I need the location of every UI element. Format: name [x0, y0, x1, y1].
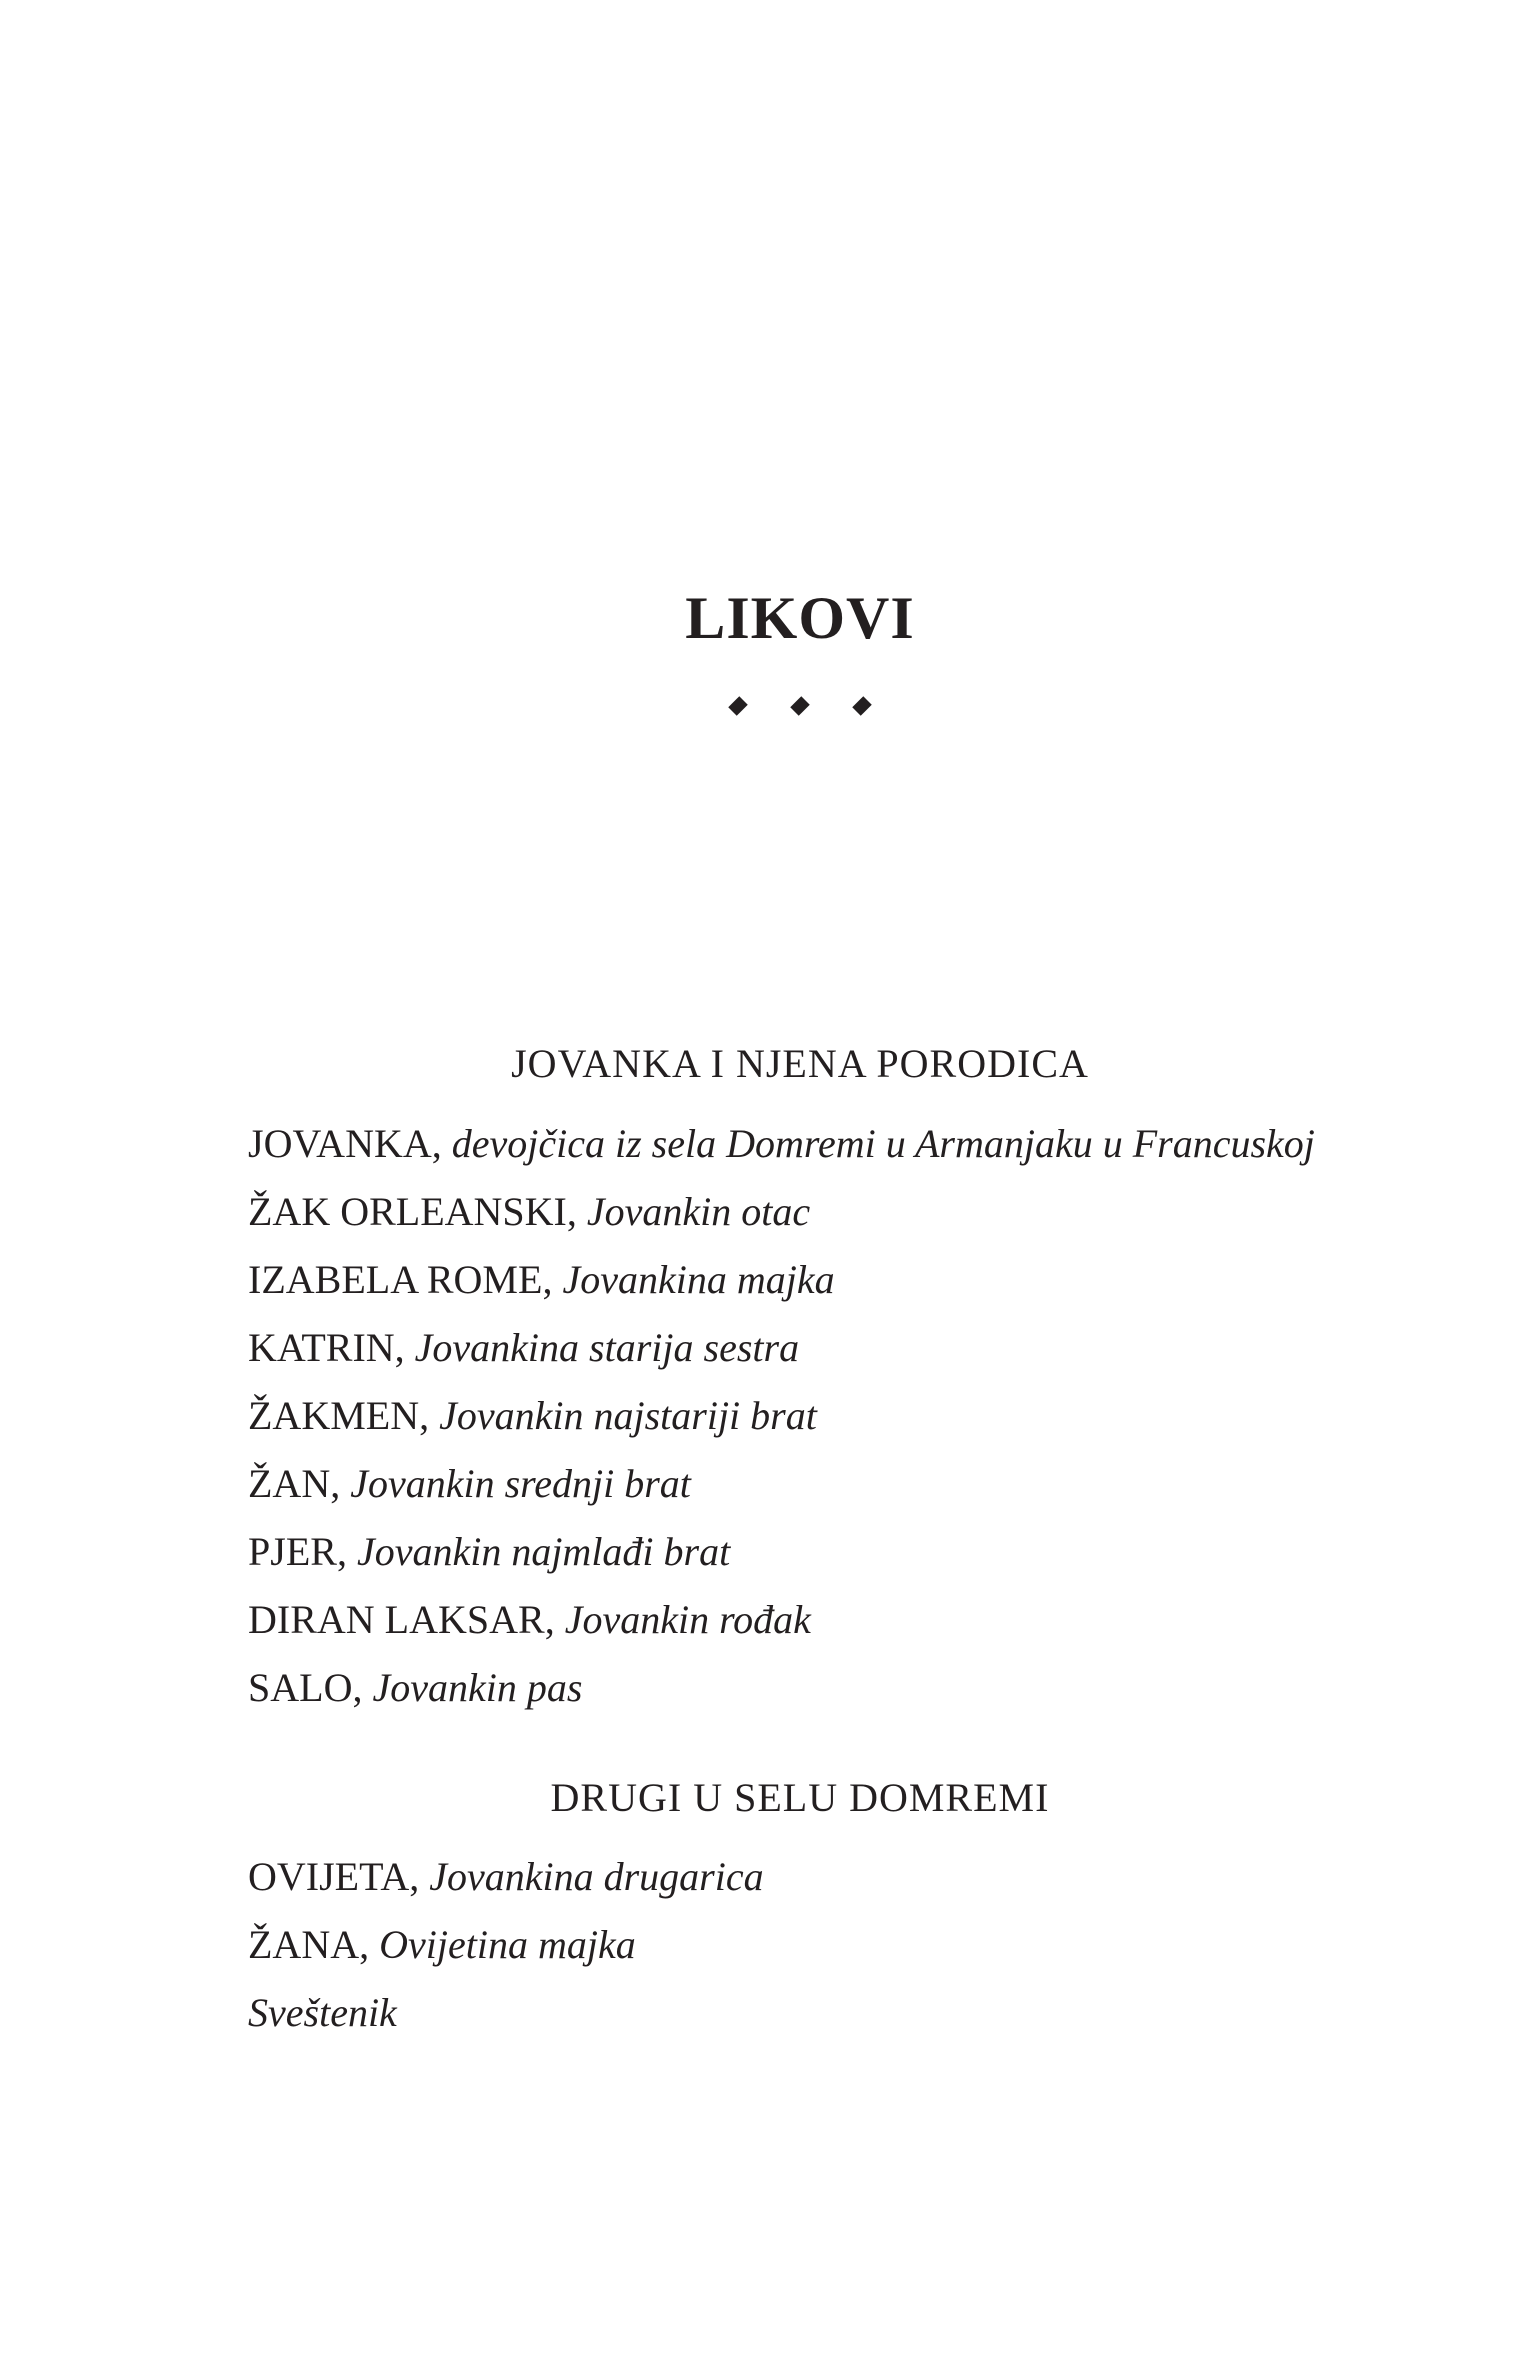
list-item: [248, 1843, 764, 1911]
list-item: [248, 1246, 1315, 1314]
list-item: [248, 1314, 1315, 1382]
character-name: ŽANA: [248, 1922, 360, 1967]
separator: ,: [542, 1257, 563, 1302]
character-name: KATRIN: [248, 1325, 395, 1370]
list-item: [248, 1518, 1315, 1586]
section-heading-family: JOVANKA I NJENA PORODICA: [511, 1041, 1089, 1086]
character-name: ŽAN: [248, 1461, 331, 1506]
character-name: OVIJETA: [248, 1854, 410, 1899]
separator: ,: [431, 1121, 452, 1166]
character-name: JOVANKA: [248, 1121, 432, 1166]
list-item: [248, 1178, 1315, 1246]
diamond-icon: [852, 696, 872, 716]
character-description: Sveštenik: [248, 1990, 397, 2035]
character-description: Jovankin srednji brat: [350, 1461, 691, 1506]
page-title: LIKOVI: [685, 585, 915, 651]
character-description: Jovankina starija sestra: [414, 1325, 800, 1370]
separator: ,: [394, 1325, 415, 1370]
character-name: IZABELA ROME: [248, 1257, 543, 1302]
character-name: ŽAK ORLEANSKI: [248, 1189, 567, 1234]
separator: ,: [409, 1854, 430, 1899]
character-description: Ovijetina majka: [379, 1922, 636, 1967]
list-item: [248, 1911, 764, 1979]
list-item: [248, 1654, 1315, 1722]
cast-list-village: [248, 1843, 764, 2047]
separator: ,: [419, 1393, 440, 1438]
character-name: DIRAN LAKSAR: [248, 1597, 545, 1642]
character-name: ŽAKMEN: [248, 1393, 420, 1438]
character-name: PJER: [248, 1529, 337, 1574]
diamond-icon: [790, 696, 810, 716]
character-description: Jovankin pas: [372, 1665, 583, 1710]
separator: ,: [330, 1461, 351, 1506]
diamond-icon: [728, 696, 748, 716]
character-description: Jovankina drugarica: [429, 1854, 764, 1899]
separator: ,: [544, 1597, 565, 1642]
character-name: SALO: [248, 1665, 353, 1710]
list-item: [248, 1586, 1315, 1654]
separator: ,: [359, 1922, 380, 1967]
list-item: [248, 1382, 1315, 1450]
character-description: Jovankina majka: [562, 1257, 835, 1302]
separator: ,: [352, 1665, 373, 1710]
list-item: [248, 1979, 764, 2047]
separator: ,: [336, 1529, 357, 1574]
section-heading-village: DRUGI U SELU DOMREMI: [550, 1775, 1050, 1820]
character-description: Jovankin najstariji brat: [439, 1393, 817, 1438]
separator: ,: [566, 1189, 587, 1234]
ornament-divider: [0, 700, 1535, 712]
cast-list-family: [248, 1110, 1315, 1722]
character-description: Jovankin rođak: [564, 1597, 811, 1642]
list-item: [248, 1450, 1315, 1518]
list-item: [248, 1110, 1315, 1178]
character-description: Jovankin najmlađi brat: [356, 1529, 731, 1574]
character-description: devojčica iz sela Domremi u Armanjaku u Francuskoj: [451, 1121, 1315, 1166]
character-description: Jovankin otac: [586, 1189, 811, 1234]
